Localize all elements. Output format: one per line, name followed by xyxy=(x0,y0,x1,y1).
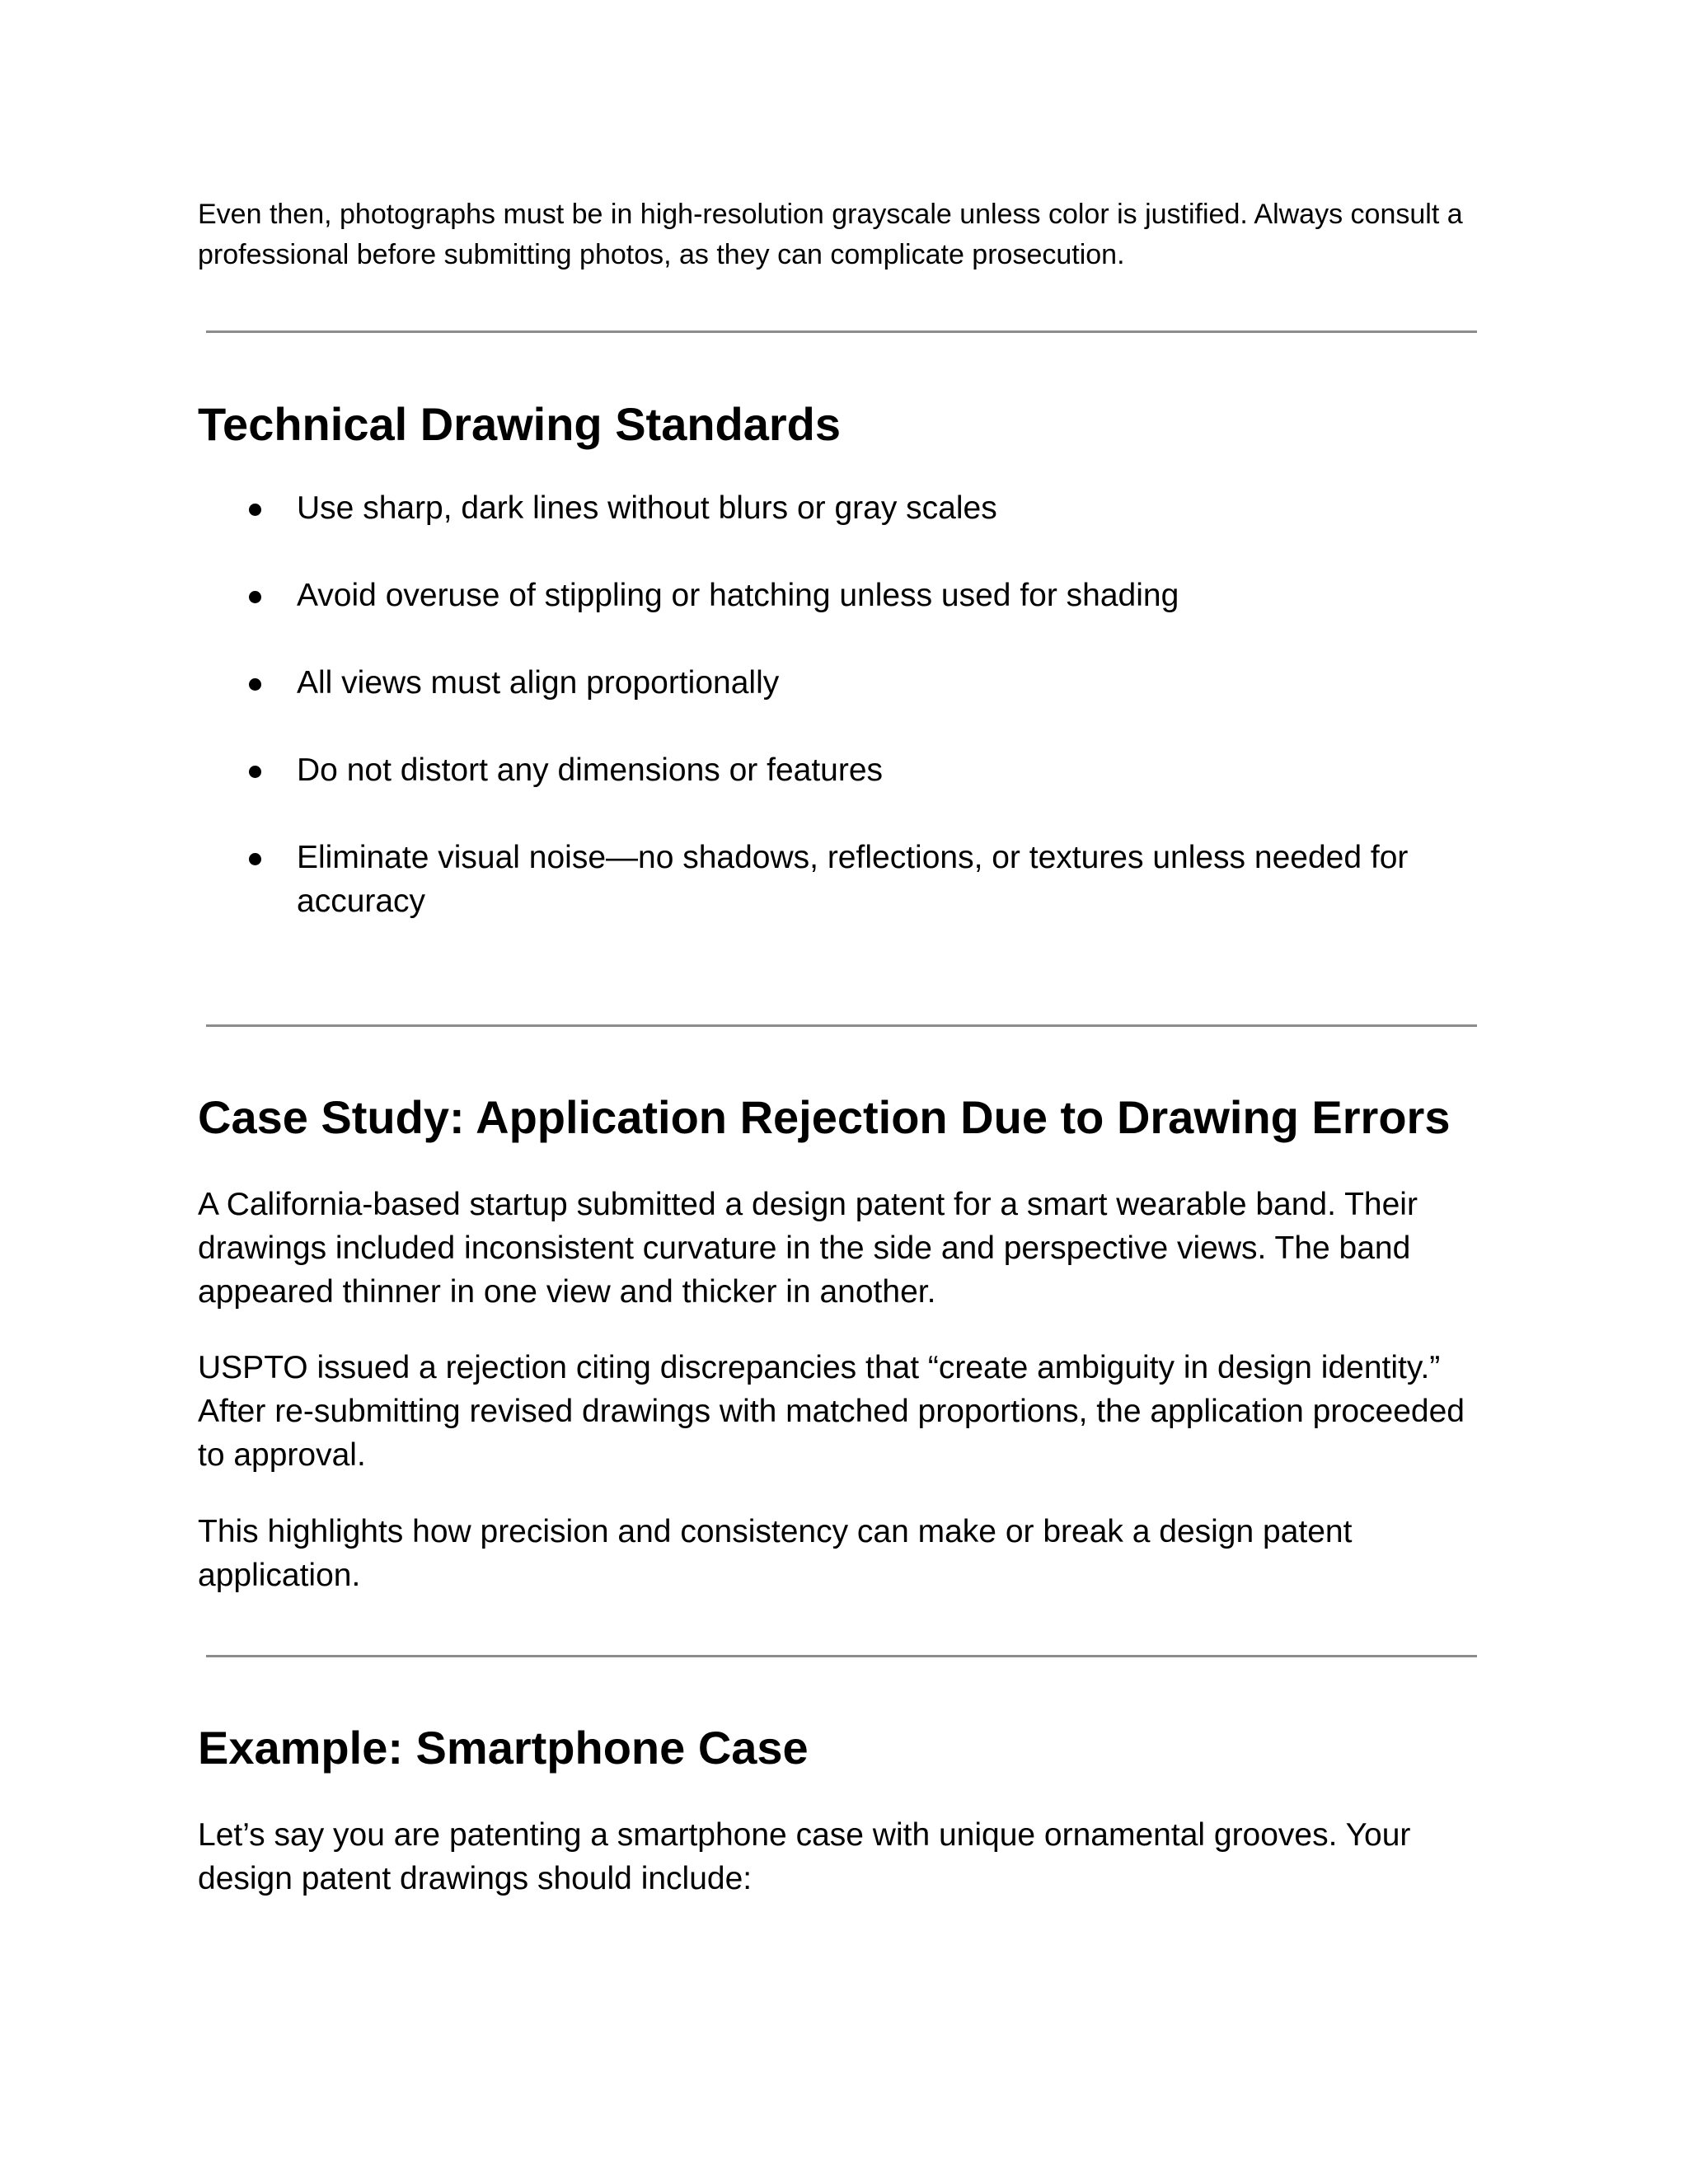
list-item xyxy=(198,574,1484,617)
list-item-text: Eliminate visual noise—no shadows, reflections, or textures unless needed for accuracy xyxy=(297,840,1409,919)
bullet-icon xyxy=(249,766,261,778)
list-item-text: Do not distort any dimensions or features xyxy=(297,752,884,788)
list-item xyxy=(198,836,1484,923)
bullet-icon xyxy=(249,853,261,865)
list-item-text: Use sharp, dark lines without blurs or gray scales xyxy=(297,490,997,526)
technical-standards-list xyxy=(198,486,1484,967)
section-divider xyxy=(206,330,1477,333)
section-divider xyxy=(206,1024,1477,1027)
list-item xyxy=(198,661,1484,705)
list-item-text: All views must align proportionally xyxy=(297,665,780,701)
case-study-paragraph-3: This highlights how precision and consistency can make or break a design patent application. xyxy=(198,1514,1353,1593)
technical-standards-heading: Technical Drawing Standards xyxy=(198,398,842,450)
section-divider xyxy=(206,1655,1477,1657)
case-study-paragraph-1: A California-based startup submitted a design patent for a smart wearable band. Their drawings included inconsistent curvature in the side and perspective views. The band appeared thinner in one view and thicker in another. xyxy=(198,1187,1418,1310)
case-study-paragraph-2: USPTO issued a rejection citing discrepancies that “create ambiguity in design identity.” After re-submitting revised drawings with matched proportions, the application proceeded to approval. xyxy=(198,1350,1465,1473)
bullet-icon xyxy=(249,504,261,516)
example-heading: Example: Smartphone Case xyxy=(198,1722,809,1774)
case-study-heading: Case Study: Application Rejection Due to Drawing Errors xyxy=(198,1091,1451,1143)
bullet-icon xyxy=(249,678,261,691)
list-item xyxy=(198,748,1484,792)
bullet-icon xyxy=(249,591,261,603)
list-item xyxy=(198,486,1484,530)
list-item-text: Avoid overuse of stippling or hatching unless used for shading xyxy=(297,578,1179,613)
intro-paragraph: Even then, photographs must be in high-resolution grayscale unless color is justified. Always consult a professional before submitting photos, as they can complicate prosecution. xyxy=(198,199,1463,270)
example-paragraph: Let’s say you are patenting a smartphone case with unique ornamental grooves. Your design patent drawings should include: xyxy=(198,1817,1411,1896)
